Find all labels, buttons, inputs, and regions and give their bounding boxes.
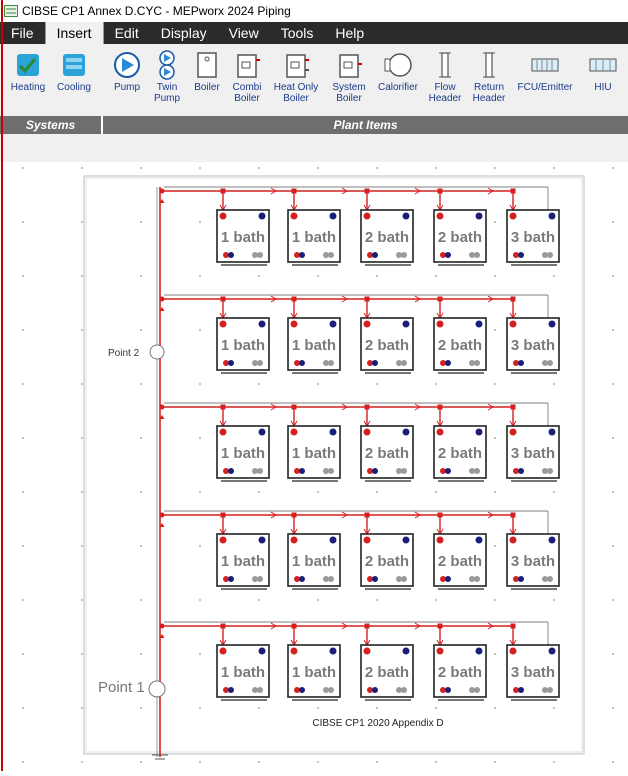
grid-dot [317, 491, 319, 493]
twin-pump-button[interactable] [146, 50, 188, 104]
fcu-emitter-button[interactable] [512, 50, 578, 93]
combi-boiler-icon [230, 50, 264, 80]
ribbon-spacer [0, 134, 628, 162]
hot-terminal [291, 429, 298, 436]
hot-terminal [510, 537, 517, 544]
drain-outlet [257, 576, 263, 582]
hot-terminal [220, 648, 227, 655]
grid-dot [22, 167, 24, 169]
menu-help[interactable]: Help [335, 25, 365, 41]
drain-outlet [328, 468, 334, 474]
drain-outlet [257, 687, 263, 693]
grid-dot [494, 275, 496, 277]
drain-outlet [257, 468, 263, 474]
drain-outlet [328, 360, 334, 366]
cold-outlet [228, 360, 234, 366]
hot-terminal [291, 537, 298, 544]
grid-dot [140, 545, 142, 547]
fixture-label: 2 bath [437, 553, 483, 570]
ribbon-button-label: Heat Only Boiler [273, 82, 319, 104]
grid-dot [612, 545, 614, 547]
grid-dot [81, 167, 83, 169]
hot-terminal [364, 537, 371, 544]
drain-outlet [328, 252, 334, 258]
pump-icon [110, 50, 144, 80]
ribbon-button-label: Cooling [57, 82, 91, 93]
grid-dot [199, 491, 201, 493]
cold-terminal [476, 429, 483, 436]
cold-terminal [330, 429, 337, 436]
ribbon-button-label: Boiler [194, 82, 220, 93]
grid-dot [199, 221, 201, 223]
ribbon-button-label: Flow Header [428, 82, 462, 104]
cold-terminal [476, 648, 483, 655]
cold-outlet [299, 468, 305, 474]
hot-terminal [220, 321, 227, 328]
grid-dot [435, 275, 437, 277]
grid-dot [81, 275, 83, 277]
cold-outlet [299, 360, 305, 366]
grid-dot [435, 167, 437, 169]
grid-dot [435, 491, 437, 493]
ribbon [0, 44, 628, 116]
hot-terminal [510, 321, 517, 328]
grid-dot [494, 221, 496, 223]
drain-outlet [474, 687, 480, 693]
cold-terminal [403, 213, 410, 220]
grid-dot [494, 167, 496, 169]
branch-node [160, 624, 165, 629]
menu-file[interactable]: File [11, 25, 34, 41]
grid-dot [140, 491, 142, 493]
grid-dot [22, 653, 24, 655]
grid-dot [612, 275, 614, 277]
ribbon-button-label: System Boiler [332, 82, 366, 104]
grid-dot [22, 275, 24, 277]
cold-outlet [372, 576, 378, 582]
cold-outlet [299, 687, 305, 693]
cooling-button[interactable] [51, 50, 97, 93]
calorifier-icon [381, 50, 415, 80]
grid-dot [376, 707, 378, 709]
grid-dot [199, 275, 201, 277]
ribbon-button-label: Pump [113, 82, 141, 93]
grid-dot [258, 275, 260, 277]
grid-dot [22, 761, 24, 763]
fixture-label: 1 bath [220, 445, 266, 462]
cold-terminal [259, 429, 266, 436]
fixture-label: 2 bath [437, 664, 483, 681]
fixture-label: 1 bath [220, 664, 266, 681]
drain-outlet [474, 468, 480, 474]
grid-dot [140, 437, 142, 439]
grid-dot [435, 761, 437, 763]
ribbon-button-label: Combi Boiler [232, 82, 262, 104]
grid-dot [258, 599, 260, 601]
drain-outlet [401, 468, 407, 474]
fixture-label: 2 bath [364, 664, 410, 681]
branch-node [160, 405, 165, 410]
fixture-label: 1 bath [291, 337, 337, 354]
grid-dot [22, 437, 24, 439]
fixture-label: 2 bath [437, 445, 483, 462]
pump-button[interactable] [106, 50, 148, 93]
point-2-marker [150, 345, 164, 359]
grid-dot [612, 383, 614, 385]
hot-terminal [220, 213, 227, 220]
boiler-button[interactable] [186, 50, 228, 93]
grid-dot [22, 599, 24, 601]
hot-terminal [437, 213, 444, 220]
grid-dot [140, 167, 142, 169]
system-boiler-icon [332, 50, 366, 80]
cold-outlet [372, 360, 378, 366]
menu-tools[interactable]: Tools [280, 25, 314, 41]
drain-outlet [474, 252, 480, 258]
grid-dot [317, 383, 319, 385]
cooling-icon [57, 50, 91, 80]
grid-dot [553, 599, 555, 601]
fixture-label: 3 bath [510, 553, 556, 570]
cold-outlet [372, 687, 378, 693]
grid-dot [612, 707, 614, 709]
cold-outlet [372, 252, 378, 258]
grid-dot [376, 599, 378, 601]
flow-header-icon [428, 50, 462, 80]
ribbon-button-label: Heating [10, 82, 46, 93]
drain-outlet [257, 360, 263, 366]
piping-diagram[interactable] [0, 162, 628, 771]
cold-terminal [476, 213, 483, 220]
hot-terminal [220, 537, 227, 544]
grid-dot [494, 545, 496, 547]
point-1-marker [149, 681, 165, 697]
hot-terminal [364, 213, 371, 220]
grid-dot [376, 761, 378, 763]
cold-outlet [228, 576, 234, 582]
drawing-canvas[interactable] [0, 162, 628, 771]
return-header-icon [472, 50, 506, 80]
cold-terminal [549, 648, 556, 655]
drain-outlet [401, 576, 407, 582]
grid-dot [494, 383, 496, 385]
heat-only-boiler-button[interactable] [268, 50, 324, 104]
drain-outlet [547, 360, 553, 366]
fixture-label: 1 bath [220, 229, 266, 246]
fixture-label: 2 bath [364, 337, 410, 354]
hot-terminal [364, 648, 371, 655]
grid-dot [494, 653, 496, 655]
fcu-emitter-icon [528, 50, 562, 80]
point-2-label: Point 2 [108, 348, 140, 359]
fixture-label: 1 bath [291, 229, 337, 246]
grid-dot [140, 653, 142, 655]
hot-terminal [437, 537, 444, 544]
grid-dot [612, 653, 614, 655]
cold-outlet [228, 687, 234, 693]
grid-dot [199, 167, 201, 169]
grid-dot [199, 383, 201, 385]
drain-outlet [401, 252, 407, 258]
grid-dot [494, 761, 496, 763]
twin-pump-icon [150, 50, 184, 80]
branch-node [160, 297, 165, 302]
fixture-label: 2 bath [364, 229, 410, 246]
cold-terminal [403, 321, 410, 328]
grid-dot [81, 545, 83, 547]
grid-dot [553, 761, 555, 763]
grid-dot [376, 167, 378, 169]
grid-dot [612, 167, 614, 169]
hot-terminal [510, 648, 517, 655]
cold-terminal [549, 213, 556, 220]
grid-dot [140, 761, 142, 763]
grid-dot [494, 491, 496, 493]
hot-terminal [364, 321, 371, 328]
combi-boiler-button[interactable] [226, 50, 268, 104]
drain-outlet [547, 468, 553, 474]
grid-dot [612, 761, 614, 763]
fixture-label: 3 bath [510, 664, 556, 681]
cold-outlet [445, 576, 451, 582]
grid-dot [22, 707, 24, 709]
cold-terminal [330, 321, 337, 328]
cold-outlet [445, 252, 451, 258]
cold-terminal [549, 321, 556, 328]
grid-dot [81, 383, 83, 385]
drain-outlet [401, 687, 407, 693]
grid-dot [81, 491, 83, 493]
flow-header-button[interactable] [424, 50, 466, 104]
grid-dot [140, 707, 142, 709]
hiu-icon [586, 50, 620, 80]
cold-outlet [445, 360, 451, 366]
title-bar [0, 0, 628, 22]
grid-dot [22, 329, 24, 331]
ribbon-button-label: FCU/Emitter [517, 82, 573, 93]
grid-dot [612, 221, 614, 223]
fixture-label: 3 bath [510, 445, 556, 462]
heat-only-boiler-icon [279, 50, 313, 80]
grid-dot [81, 653, 83, 655]
grid-dot [612, 599, 614, 601]
cold-outlet [518, 687, 524, 693]
grid-dot [140, 221, 142, 223]
grid-dot [258, 707, 260, 709]
hot-terminal [291, 213, 298, 220]
ribbon-button-label: Calorifier [377, 82, 418, 93]
hot-terminal [437, 648, 444, 655]
cold-terminal [549, 537, 556, 544]
hot-terminal [437, 321, 444, 328]
drain-outlet [474, 360, 480, 366]
grid-dot [258, 167, 260, 169]
grid-dot [612, 437, 614, 439]
fixture-label: 1 bath [220, 337, 266, 354]
grid-dot [22, 383, 24, 385]
cold-terminal [330, 648, 337, 655]
grid-dot [494, 599, 496, 601]
grid-dot [553, 383, 555, 385]
hiu-button[interactable] [580, 50, 626, 93]
grid-dot [199, 329, 201, 331]
cold-outlet [372, 468, 378, 474]
cold-terminal [330, 213, 337, 220]
cold-terminal [403, 537, 410, 544]
drain-outlet [547, 252, 553, 258]
grid-dot [140, 599, 142, 601]
window-title: CIBSE CP1 Annex D.CYC - MEPworx 2024 Piping [22, 4, 291, 18]
cold-outlet [518, 576, 524, 582]
grid-dot [22, 545, 24, 547]
diagram-caption: CIBSE CP1 2020 Appendix D [312, 718, 444, 729]
grid-dot [81, 221, 83, 223]
cold-outlet [518, 468, 524, 474]
cold-outlet [445, 468, 451, 474]
grid-dot [317, 707, 319, 709]
canvas-left-edge [1, 0, 3, 771]
hot-terminal [291, 321, 298, 328]
cold-terminal [403, 648, 410, 655]
group-label-plant-items: Plant Items [103, 116, 628, 134]
system-boiler-button[interactable] [326, 50, 372, 104]
fixture-label: 2 bath [437, 337, 483, 354]
hot-terminal [364, 429, 371, 436]
fixture-label: 2 bath [364, 445, 410, 462]
point-1-label: Point 1 [98, 679, 145, 696]
grid-dot [612, 491, 614, 493]
grid-dot [317, 275, 319, 277]
grid-dot [376, 275, 378, 277]
cold-terminal [403, 429, 410, 436]
cold-terminal [476, 537, 483, 544]
grid-dot [199, 599, 201, 601]
grid-dot [199, 545, 201, 547]
cold-outlet [518, 360, 524, 366]
hot-terminal [291, 648, 298, 655]
grid-dot [81, 437, 83, 439]
drain-outlet [401, 360, 407, 366]
cold-terminal [259, 648, 266, 655]
drain-outlet [547, 687, 553, 693]
grid-dot [81, 761, 83, 763]
grid-dot [199, 653, 201, 655]
grid-dot [258, 383, 260, 385]
grid-dot [435, 383, 437, 385]
fixture-label: 1 bath [291, 553, 337, 570]
grid-dot [258, 761, 260, 763]
cold-terminal [549, 429, 556, 436]
return-header-button[interactable] [466, 50, 512, 104]
cold-outlet [445, 687, 451, 693]
fixture-label: 1 bath [220, 553, 266, 570]
menu-edit[interactable]: Edit [114, 25, 139, 41]
heating-button[interactable] [5, 50, 51, 93]
drain-outlet [474, 576, 480, 582]
grid-dot [81, 707, 83, 709]
drain-outlet [328, 687, 334, 693]
fixture-label: 1 bath [291, 664, 337, 681]
grid-dot [81, 599, 83, 601]
cold-outlet [518, 252, 524, 258]
drain-outlet [328, 576, 334, 582]
grid-dot [553, 275, 555, 277]
ribbon-button-label: HIU [594, 82, 612, 93]
branch-node [160, 189, 165, 194]
branch-node [160, 513, 165, 518]
cold-outlet [228, 252, 234, 258]
hot-terminal [220, 429, 227, 436]
grid-dot [317, 761, 319, 763]
grid-dot [317, 167, 319, 169]
grid-dot [140, 275, 142, 277]
fixture-label: 2 bath [364, 553, 410, 570]
heating-icon [11, 50, 45, 80]
hot-terminal [510, 213, 517, 220]
boiler-icon [190, 50, 224, 80]
grid-dot [81, 329, 83, 331]
cold-outlet [228, 468, 234, 474]
grid-dot [22, 221, 24, 223]
grid-dot [140, 383, 142, 385]
cold-terminal [476, 321, 483, 328]
grid-dot [494, 329, 496, 331]
group-label-systems: Systems [0, 116, 101, 134]
grid-dot [553, 167, 555, 169]
grid-dot [317, 599, 319, 601]
fixture-label: 2 bath [437, 229, 483, 246]
grid-dot [140, 329, 142, 331]
cold-outlet [299, 252, 305, 258]
grid-dot [494, 437, 496, 439]
cold-terminal [259, 321, 266, 328]
grid-dot [376, 383, 378, 385]
grid-dot [199, 761, 201, 763]
menu-display[interactable]: Display [160, 25, 207, 41]
hot-terminal [510, 429, 517, 436]
fixture-label: 3 bath [510, 337, 556, 354]
hot-terminal [437, 429, 444, 436]
grid-dot [22, 491, 24, 493]
grid-dot [435, 707, 437, 709]
cold-terminal [259, 213, 266, 220]
cold-terminal [330, 537, 337, 544]
grid-dot [199, 437, 201, 439]
grid-dot [376, 491, 378, 493]
drain-outlet [547, 576, 553, 582]
app-icon [4, 5, 18, 17]
grid-dot [435, 599, 437, 601]
fixture-label: 3 bath [510, 229, 556, 246]
cold-terminal [259, 537, 266, 544]
menu-insert[interactable]: Insert [45, 22, 104, 44]
grid-dot [199, 707, 201, 709]
menu-bar [0, 22, 628, 44]
grid-dot [553, 707, 555, 709]
cold-outlet [299, 576, 305, 582]
ribbon-button-label: Return Header [472, 82, 506, 104]
grid-dot [553, 491, 555, 493]
menu-view[interactable]: View [228, 25, 259, 41]
grid-dot [258, 491, 260, 493]
grid-dot [612, 329, 614, 331]
calorifier-button[interactable] [372, 50, 424, 93]
fixture-label: 1 bath [291, 445, 337, 462]
ribbon-button-label: Twin Pump [153, 82, 181, 104]
drain-outlet [257, 252, 263, 258]
grid-dot [494, 707, 496, 709]
